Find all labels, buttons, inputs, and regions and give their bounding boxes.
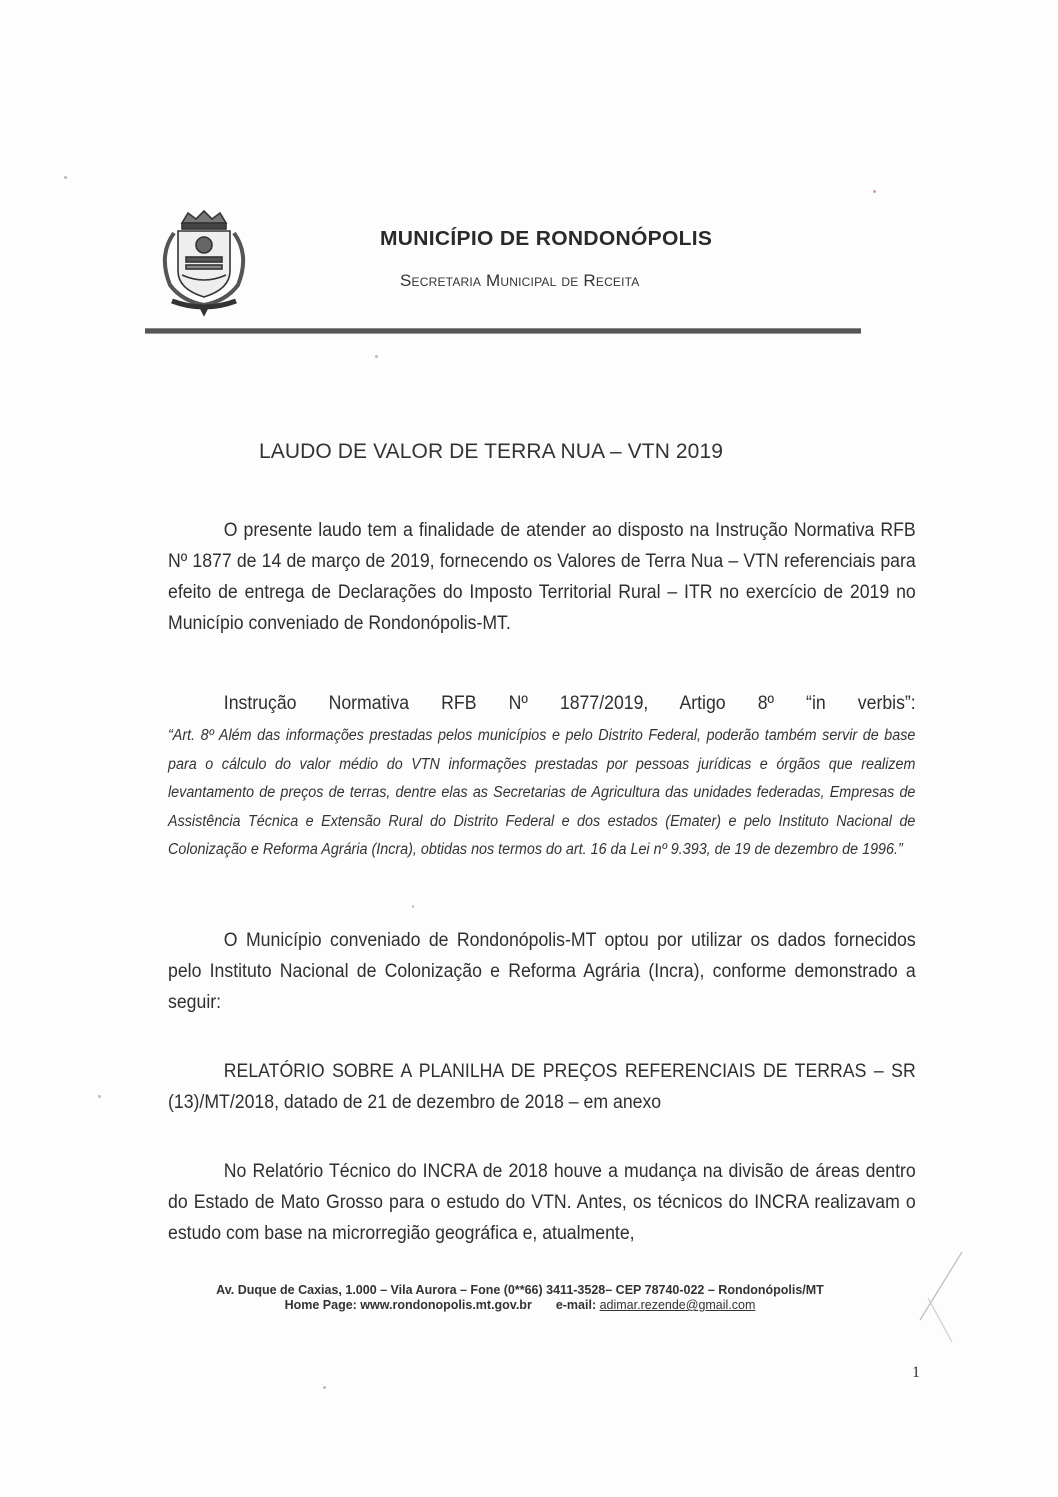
scan-speck bbox=[375, 355, 378, 358]
footer-homepage[interactable]: Home Page: www.rondonopolis.mt.gov.br bbox=[284, 1298, 532, 1312]
paragraph-option-incra bbox=[168, 925, 916, 1018]
paragraph-text: No Relatório Técnico do INCRA de 2018 houve a mudança na divisão de áreas dentro do Estado de Mato Grosso para o estudo do VTN. Antes, os técnicos do INCRA realizavam o estudo com base na microrregião geográfica e, atualmente, bbox=[168, 1161, 916, 1244]
footer-contact bbox=[150, 1298, 890, 1313]
scan-speck bbox=[64, 176, 67, 179]
municipality-name: MUNICÍPIO DE RONDONÓPOLIS bbox=[380, 228, 713, 250]
scan-speck bbox=[873, 190, 876, 193]
municipal-crest-logo bbox=[152, 205, 256, 317]
document-title: LAUDO DE VALOR DE TERRA NUA – VTN 2019 bbox=[259, 440, 724, 463]
paragraph-text: RELATÓRIO SOBRE A PLANILHA DE PREÇOS REFERENCIAIS DE TERRAS – SR (13)/MT/2018, datado de 21 de dezembro de 2018 – em anexo bbox=[168, 1061, 916, 1113]
paragraph-normative-reference bbox=[168, 688, 916, 719]
paragraph-purpose bbox=[168, 515, 916, 639]
paragraph-report-reference bbox=[168, 1056, 916, 1118]
paragraph-text: Instrução Normativa RFB Nº 1877/2019, Artigo 8º “in verbis”: bbox=[223, 693, 916, 714]
footer-email-label: e-mail: bbox=[555, 1298, 597, 1312]
footer-email-link[interactable]: adimar.rezende@gmail.com bbox=[599, 1298, 756, 1312]
page-footer bbox=[150, 1283, 890, 1313]
legal-quote: “Art. 8º Além das informações prestadas pelos municípios e pelo Distrito Federal, poderão também servir de base para o cálculo do valor médio do VTN informações prestadas por pessoas jurídicas e órgãos que realizem levantamento de preços de terras, dentre elas as Secretarias de Agricultura das unidades federadas, Empresas de Assistência Técnica e Extensão Rural do Distrito Federal e dos estados (Emater) e pelo Instituto Nacional de Colonização e Reforma Agrária (Incra), obtidas nos termos do art. 16 da Lei nº 9.393, de 19 de dezembro de 1996.” bbox=[168, 727, 916, 858]
paragraph-technical-report bbox=[168, 1156, 916, 1249]
header-divider bbox=[145, 328, 861, 334]
scan-pen-mark bbox=[900, 1250, 980, 1350]
paragraph-text: O presente laudo tem a finalidade de atender ao disposto na Instrução Normativa RFB Nº 1877 de 14 de março de 2019, fornecendo os Valores de Terra Nua – VTN referenciais para efeito de entrega de Declarações do Imposto Territorial Rural – ITR no exercício de 2019 no Município conveniado de Rondonópolis-MT. bbox=[168, 520, 916, 634]
scan-speck bbox=[412, 905, 414, 908]
scan-speck bbox=[98, 1095, 101, 1098]
paragraph-text: O Município conveniado de Rondonópolis-MT optou por utilizar os dados fornecidos pelo Instituto Nacional de Colonização e Reforma Agrária (Incra), conforme demonstrado a seguir: bbox=[168, 930, 916, 1013]
footer-address: Av. Duque de Caxias, 1.000 – Vila Aurora – Fone (0**66) 3411-3528– CEP 78740-022 – Rondonópolis/MT bbox=[216, 1283, 824, 1297]
scan-speck bbox=[323, 1386, 326, 1389]
department-name: Secretaria Municipal de Receita bbox=[400, 271, 640, 290]
page-number: 1 bbox=[912, 1364, 920, 1381]
